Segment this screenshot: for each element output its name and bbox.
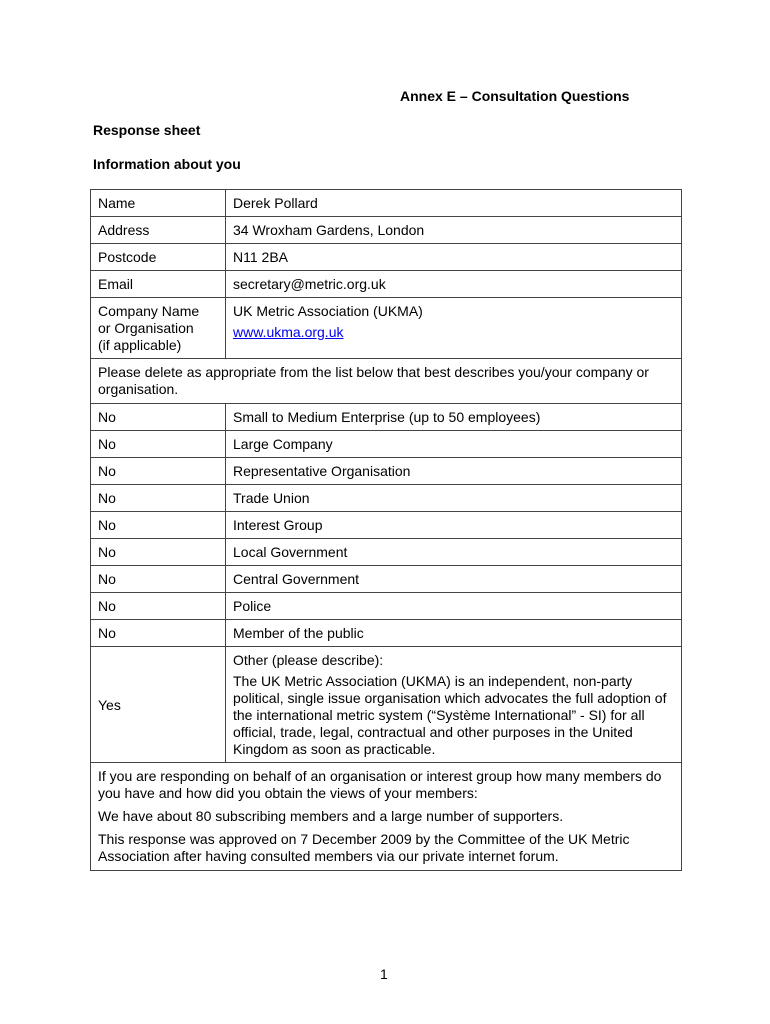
table-row-company (91, 298, 682, 359)
category-answer[interactable]: No (91, 539, 226, 566)
category-row (91, 458, 682, 485)
category-answer[interactable]: No (91, 458, 226, 485)
name-value[interactable]: Derek Pollard (226, 190, 682, 217)
other-description[interactable]: The UK Metric Association (UKMA) is an independent, non-party political, single issue organisation which advocates the full adoption of the international metric system (“Système International” - SI) for all official, trade, legal, contractual and other purposes in the United Kingdom as soon as practicable. (233, 673, 667, 757)
other-label: Other (please describe): (233, 652, 384, 668)
email-label: Email (91, 271, 226, 298)
category-row (91, 593, 682, 620)
table-row-instructions (91, 359, 682, 404)
company-value[interactable]: UK Metric Association (UKMA) (233, 303, 423, 319)
category-answer[interactable]: No (91, 566, 226, 593)
response-sheet-heading: Response sheet (93, 122, 201, 138)
response-form-table (90, 189, 682, 871)
category-row (91, 566, 682, 593)
category-answer[interactable]: No (91, 620, 226, 647)
category-answer[interactable]: No (91, 431, 226, 458)
category-row (91, 512, 682, 539)
name-label: Name (91, 190, 226, 217)
category-row (91, 431, 682, 458)
table-row-address (91, 217, 682, 244)
category-label: Member of the public (226, 620, 682, 647)
membership-cell (91, 763, 682, 871)
category-answer[interactable]: No (91, 404, 226, 431)
category-label: Trade Union (226, 485, 682, 512)
category-label: Large Company (226, 431, 682, 458)
company-value-cell (226, 298, 682, 359)
membership-question: If you are responding on behalf of an organisation or interest group how many members do you have and how did you obtain the views of your members: (98, 768, 662, 801)
address-label: Address (91, 217, 226, 244)
table-row-membership (91, 763, 682, 871)
category-row (91, 485, 682, 512)
other-cell (226, 647, 682, 763)
table-row-postcode (91, 244, 682, 271)
membership-answer-2[interactable]: This response was approved on 7 December 2009 by the Committee of the UK Metric Association after having consulted members via our private internet forum. (98, 831, 630, 864)
category-label: Local Government (226, 539, 682, 566)
category-row (91, 539, 682, 566)
annex-title: Annex E – Consultation Questions (400, 88, 630, 104)
info-about-you-heading: Information about you (93, 156, 241, 172)
email-value[interactable]: secretary@metric.org.uk (226, 271, 682, 298)
category-label: Police (226, 593, 682, 620)
postcode-value[interactable]: N11 2BA (226, 244, 682, 271)
category-row (91, 620, 682, 647)
table-row-email (91, 271, 682, 298)
category-label: Representative Organisation (226, 458, 682, 485)
category-answer[interactable]: No (91, 593, 226, 620)
category-row (91, 404, 682, 431)
category-label: Small to Medium Enterprise (up to 50 employees) (226, 404, 682, 431)
other-answer[interactable]: Yes (91, 647, 226, 763)
instructions-text: Please delete as appropriate from the list below that best describes you/your company or organisation. (91, 359, 682, 404)
page-number: 1 (380, 966, 388, 982)
category-answer[interactable]: No (91, 485, 226, 512)
table-row-name (91, 190, 682, 217)
membership-answer-1[interactable]: We have about 80 subscribing members and a large number of supporters. (98, 808, 564, 824)
company-website-link[interactable]: www.ukma.org.uk (233, 324, 344, 340)
postcode-label: Postcode (91, 244, 226, 271)
category-label: Central Government (226, 566, 682, 593)
company-label (91, 298, 226, 359)
company-label-line2: or Organisation (98, 320, 194, 336)
address-value[interactable]: 34 Wroxham Gardens, London (226, 217, 682, 244)
category-row-other (91, 647, 682, 763)
company-label-line3: (if applicable) (98, 337, 182, 353)
category-label: Interest Group (226, 512, 682, 539)
category-answer[interactable]: No (91, 512, 226, 539)
company-label-line1: Company Name (98, 303, 200, 319)
